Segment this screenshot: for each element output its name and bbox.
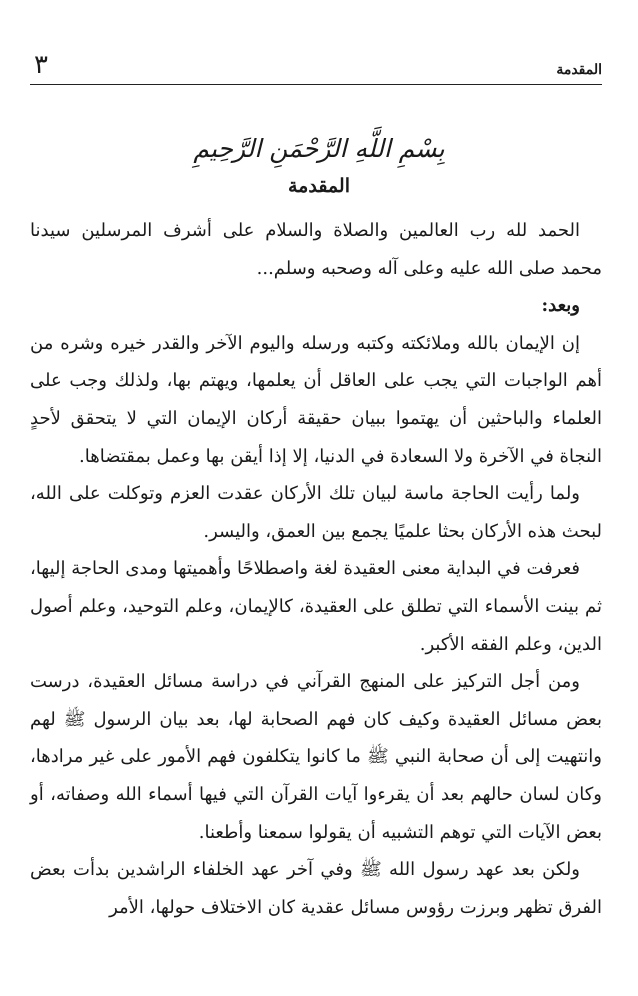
paragraph-research-purpose: ولما رأيت الحاجة ماسة لبيان تلك الأركان عقدت العزم وتوكلت على الله، لبحث هذه الأركان بحثا علميًا يجمع بين العمق، واليسر. (30, 483, 602, 542)
page-number: ٣ (34, 50, 48, 80)
paragraph-opening: الحمد لله رب العالمين والصلاة والسلام على أشرف المرسلين سيدنا محمد صلى الله عليه وعلى آله وصحبه وسلم... (30, 220, 602, 279)
paragraph-faith-importance: إن الإيمان بالله وملائكته وكتبه ورسله واليوم الآخر والقدر خيره وشره من أهم الواجبات التي يجب على العاقل أن يعلمها، ويهتم بها، ولذلك وجب على العلماء والباحثين أن يهتموا ببيان حقيقة أركان الإيمان التي لا يتحقق لأحدٍ النجاة في الآخرة ولا السعادة في الدنيا، إلا إذا أيقن بها وعمل بمقتضاها. (30, 332, 602, 467)
running-header (30, 40, 602, 85)
paragraph-sects: ولكن بعد عهد رسول الله ﷺ وفي آخر عهد الخلفاء الراشدين بدأت بعض الفرق تظهر وبرزت رؤوس مسائل عقدية كان الاختلاف حولها، الأمر (30, 859, 602, 918)
paragraph-quranic-method: ومن أجل التركيز على المنهج القرآني في دراسة مسائل العقيدة، درست بعض مسائل العقيدة وكيف كان فهم الصحابة لها، بعد بيان الرسول ﷺ لهم وانتهيت إلى أن صحابة النبي ﷺ ما كانوا يتكلفون فهم الأمور على غير مرادها، وكان لسان حالهم بعد أن يقرءوا آيات القرآن التي فيها أسماء الله وصفاته، أو بعض الآيات التي توهم التشبيه أن يقولوا سمعنا وأطعنا. (30, 671, 603, 843)
section-title: المقدمة (287, 175, 350, 197)
basmala-calligraphy: بِسْمِ اللَّهِ الرَّحْمَنِ الرَّحِيمِ (193, 134, 445, 163)
running-header-title: المقدمة (556, 62, 602, 78)
paragraph-definitions: فعرفت في البداية معنى العقيدة لغة واصطلاحًا وأهميتها ومدى الحاجة إليها، ثم بينت الأسماء التي تطلق على العقيدة، كالإيمان، وعلم التوحيد، وعلم أصول الدين، وعلم الفقه الأكبر. (30, 558, 602, 655)
paragraph-label-wabaad: وبعد: (541, 295, 580, 317)
body-text (30, 212, 602, 926)
